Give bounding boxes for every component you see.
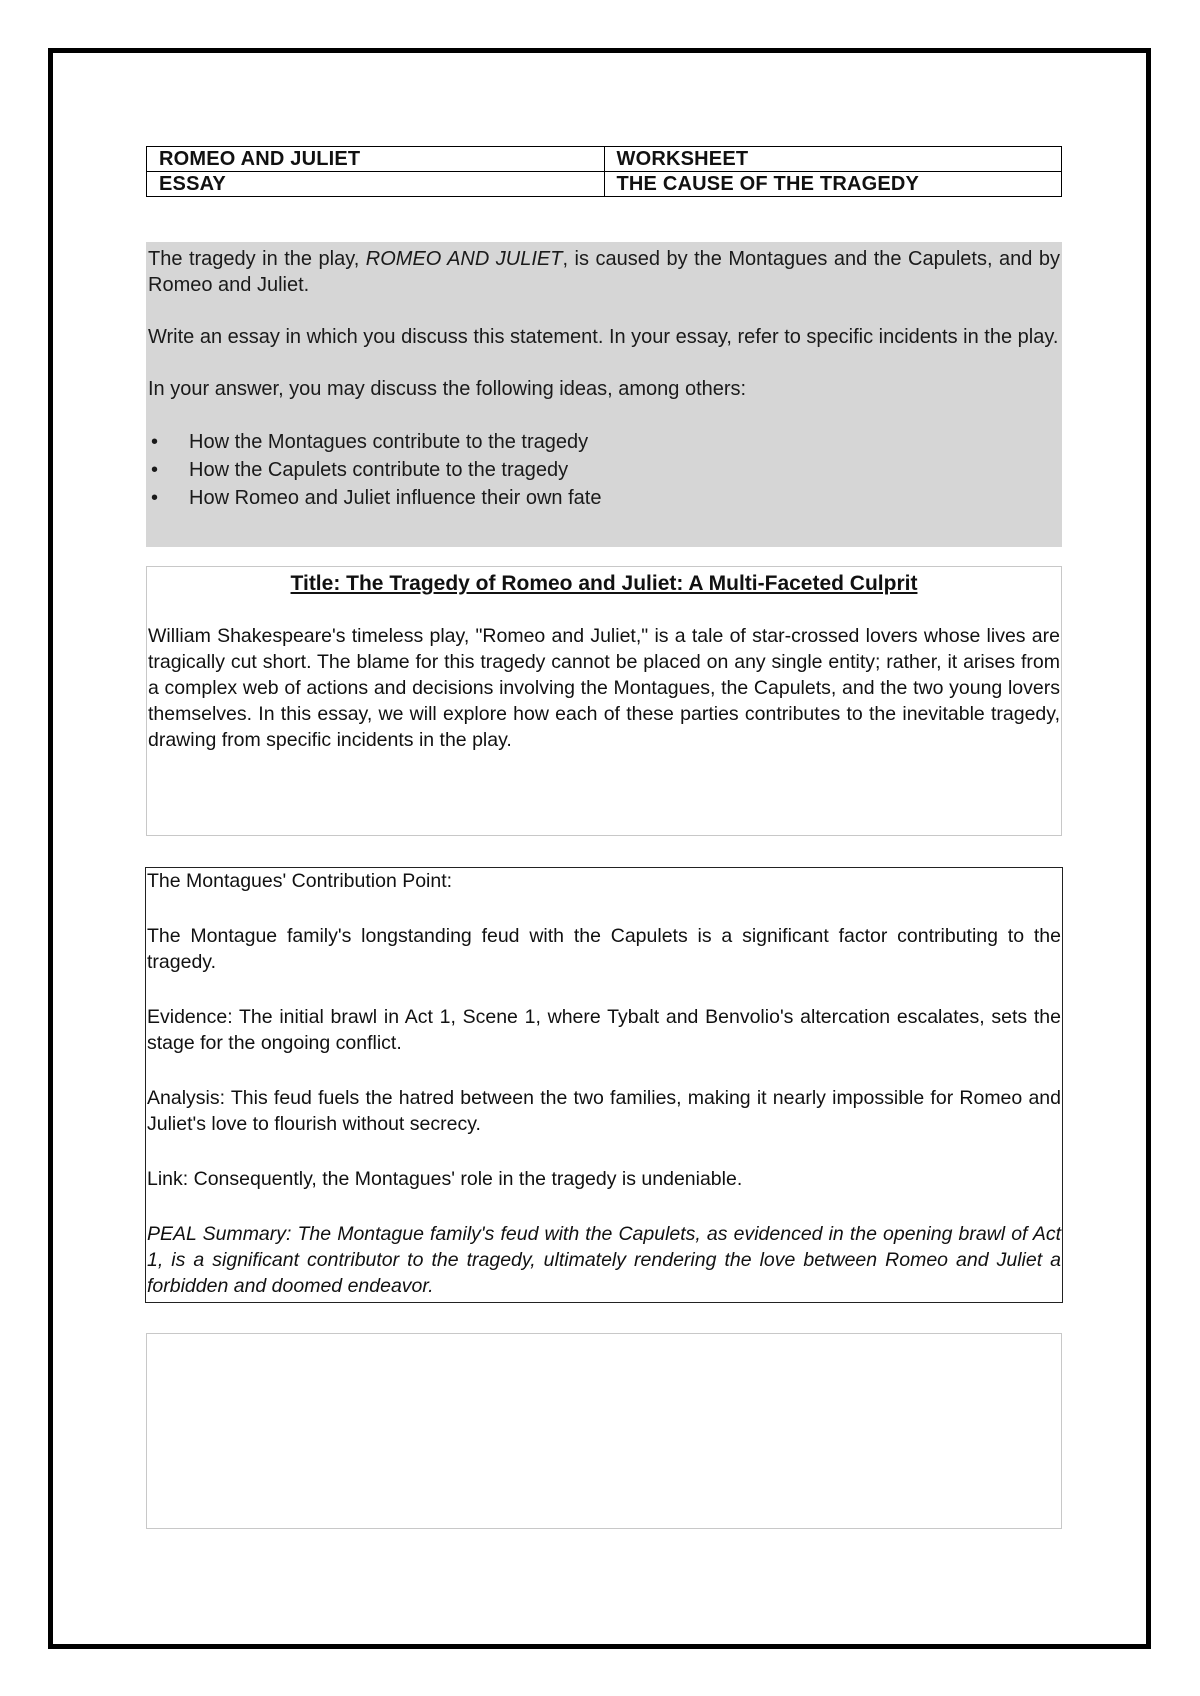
header-row (147, 147, 1062, 172)
list-item-text: How Romeo and Juliet influence their own fate (189, 487, 602, 509)
list-item (148, 456, 1060, 484)
header-row (147, 172, 1062, 197)
list-item-text: How the Montagues contribute to the tragedy (189, 431, 589, 453)
prompt-instruction: Write an essay in which you discuss this statement. In your essay, refer to specific incidents in the play. (148, 326, 1059, 348)
bullet-icon: • (151, 459, 159, 481)
essay-intro-box (146, 566, 1062, 836)
essay-introduction: William Shakespeare's timeless play, "Romeo and Juliet," is a tale of star-crossed lovers whose lives are tragically cut short. The blame for this tragedy cannot be placed on any single entity; rather, it arises from a complex web of actions and decisions involving the Montagues, the Capulets, and the two young lovers themselves. In this essay, we will explore how each of these parties contributes to the inevitable tragedy, drawing from specific incidents in the play. (148, 625, 1060, 751)
worksheet-header-table (146, 146, 1062, 197)
list-item (148, 428, 1060, 456)
prompt-statement-text: , is caused by the Montagues and the Capulets, and by Romeo and Juliet. (148, 248, 1060, 296)
point-link: Link: Consequently, the Montagues' role in the tragedy is undeniable. (147, 1168, 743, 1190)
bullet-icon: • (151, 487, 159, 509)
empty-answer-box (146, 1333, 1062, 1529)
header-cell-topic: THE CAUSE OF THE TRAGEDY (604, 172, 1062, 197)
point-analysis: Analysis: This feud fuels the hatred between the two families, making it nearly impossible for Romeo and Juliet's love to flourish without secrecy. (147, 1087, 1061, 1135)
essay-title: Title: The Tragedy of Romeo and Juliet: A Multi-Faceted Culprit (290, 572, 918, 595)
montagues-point-box (145, 867, 1063, 1303)
prompt-ideas-intro: In your answer, you may discuss the following ideas, among others: (148, 378, 747, 400)
list-item (148, 484, 1060, 512)
point-statement: The Montague family's longstanding feud with the Capulets is a significant factor contributing to the tragedy. (147, 925, 1061, 973)
peal-summary: PEAL Summary: The Montague family's feud with the Capulets, as evidenced in the opening brawl of Act 1, is a significant contributor to the tragedy, ultimately rendering the love between Romeo and Juliet a forbidden and doomed endeavor. (147, 1223, 1061, 1297)
point-heading: The Montagues' Contribution Point: (147, 870, 453, 892)
bullet-icon: • (151, 431, 159, 453)
header-cell-type: WORKSHEET (604, 147, 1062, 172)
prompt-statement (148, 246, 1060, 298)
header-cell-task: ESSAY (147, 172, 605, 197)
prompt-ideas-list (148, 428, 1060, 512)
point-evidence: Evidence: The initial brawl in Act 1, Scene 1, where Tybalt and Benvolio's altercation escalates, sets the stage for the ongoing conflict. (147, 1006, 1061, 1054)
list-item-text: How the Capulets contribute to the tragedy (189, 459, 569, 481)
play-title: ROMEO AND JULIET (365, 248, 563, 270)
header-cell-subject: ROMEO AND JULIET (147, 147, 605, 172)
prompt-statement-text: The tragedy in the play, (148, 248, 366, 270)
essay-prompt-box (146, 242, 1062, 547)
